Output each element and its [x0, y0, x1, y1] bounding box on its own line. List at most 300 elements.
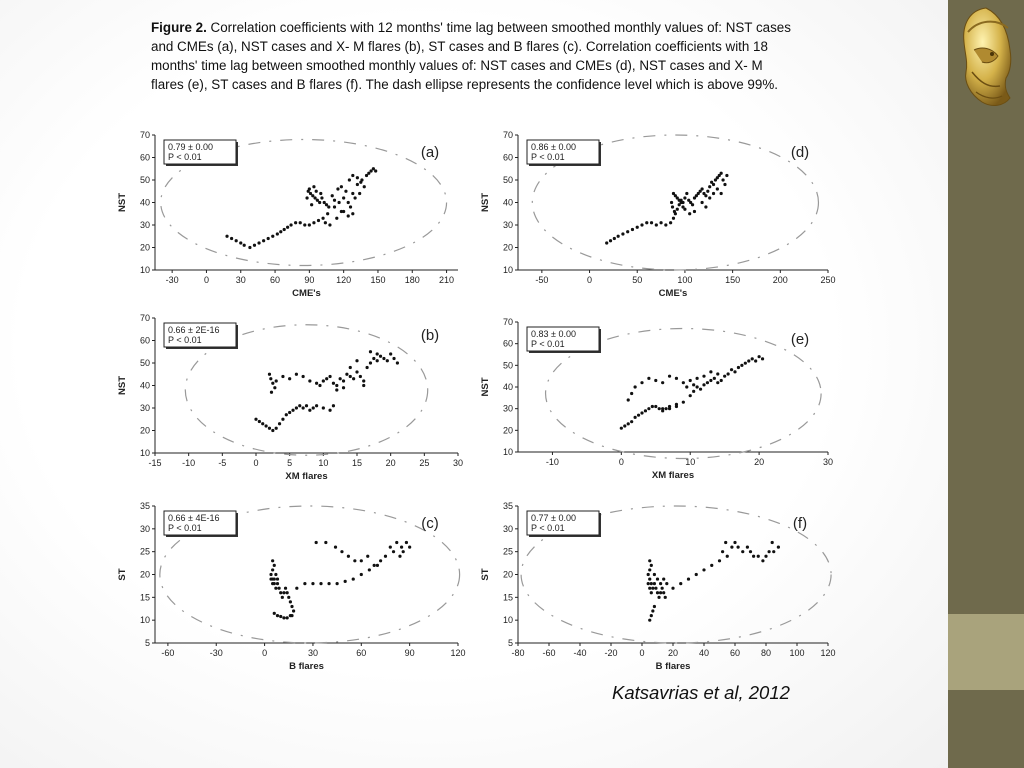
data-point	[692, 383, 695, 386]
data-point	[650, 221, 653, 224]
x-axis-label: B flares	[289, 661, 324, 672]
x-tick-label: 120	[450, 648, 466, 658]
data-point	[349, 375, 352, 378]
data-point	[737, 366, 740, 369]
data-point	[396, 361, 399, 364]
data-point	[360, 559, 363, 562]
data-point	[400, 546, 403, 549]
y-tick-label: 50	[139, 358, 150, 368]
data-point	[284, 587, 287, 590]
data-point	[405, 541, 408, 544]
data-point	[332, 382, 335, 385]
data-point	[647, 377, 650, 380]
x-tick-label: 30	[822, 457, 834, 467]
x-tick-label: 60	[729, 648, 741, 658]
data-point	[650, 591, 653, 594]
data-point	[342, 379, 345, 382]
data-point	[654, 587, 657, 590]
data-point	[702, 375, 705, 378]
data-point	[372, 167, 375, 170]
stats-text: P < 0.01	[531, 523, 565, 533]
data-point	[718, 559, 721, 562]
x-tick-label: 250	[820, 275, 836, 285]
data-point	[273, 386, 276, 389]
data-point	[668, 375, 671, 378]
data-point	[295, 406, 298, 409]
data-point	[308, 379, 311, 382]
data-point	[659, 591, 662, 594]
data-point	[311, 194, 314, 197]
data-point	[268, 427, 271, 430]
data-point	[269, 577, 272, 580]
data-point	[661, 407, 664, 410]
data-point	[772, 550, 775, 553]
data-point	[634, 416, 637, 419]
data-point	[373, 564, 376, 567]
data-point	[656, 577, 659, 580]
data-point	[744, 362, 747, 365]
panel-label: (d)	[790, 144, 810, 161]
data-point	[637, 414, 640, 417]
data-point	[712, 183, 715, 186]
data-point	[376, 359, 379, 362]
data-point	[308, 409, 311, 412]
data-point	[664, 596, 667, 599]
data-point	[355, 370, 358, 373]
data-point	[724, 541, 727, 544]
data-point	[389, 546, 392, 549]
data-point	[648, 559, 651, 562]
y-tick-label: 20	[502, 425, 513, 436]
data-point	[279, 591, 282, 594]
data-point	[362, 384, 365, 387]
data-point	[627, 422, 630, 425]
data-point	[368, 568, 371, 571]
y-axis-label: NST	[117, 376, 128, 395]
data-point	[282, 591, 285, 594]
data-point	[275, 379, 278, 382]
data-point	[647, 573, 650, 576]
x-tick-label: 90	[404, 648, 415, 658]
data-point	[692, 390, 695, 393]
caption-text: Correlation coefficients with 12 months' time lag between smoothed monthly values of: NST cases and CMEs (a), NST cases and X- M flares (b), ST cases and B flares (c). Correlation coefficients with 18 months' time lag between smoothed monthly values of: NST cases and CMEs (d), NST cases and X- M flares (e), ST cases and B flares (f). The dash ellipse represents the confidence level which is above 99%.	[151, 20, 791, 92]
data-point	[700, 201, 703, 204]
x-tick-label: -80	[511, 648, 525, 658]
data-point	[271, 382, 274, 385]
data-point	[365, 174, 368, 177]
data-point	[376, 564, 379, 567]
data-point	[305, 196, 308, 199]
citation-credit: Katsavrias et al, 2012	[612, 682, 790, 703]
data-point	[392, 357, 395, 360]
data-point	[720, 192, 723, 195]
data-point	[386, 359, 389, 362]
data-point	[235, 239, 238, 242]
data-point	[699, 388, 702, 391]
data-point	[335, 384, 338, 387]
data-point	[355, 359, 358, 362]
x-tick-label: 60	[356, 648, 367, 658]
stats-text: 0.66 ± 4E-16	[168, 513, 220, 523]
data-point	[691, 203, 694, 206]
panel-label: (b)	[420, 327, 440, 344]
data-point	[605, 241, 608, 244]
data-point	[281, 375, 284, 378]
data-point	[653, 582, 656, 585]
data-point	[665, 407, 668, 410]
data-point	[740, 364, 743, 367]
data-point	[761, 357, 764, 360]
y-tick-label: 10	[139, 265, 150, 275]
data-point	[626, 230, 629, 233]
data-point	[315, 190, 318, 193]
data-point	[276, 577, 279, 580]
data-point	[671, 205, 674, 208]
panel-label: (a)	[420, 144, 440, 161]
x-axis-label: XM flares	[285, 471, 328, 482]
data-point	[647, 407, 650, 410]
data-point	[710, 564, 713, 567]
helmet-logo-icon	[952, 2, 1020, 114]
panel-label: (c)	[421, 515, 439, 532]
data-point	[645, 221, 648, 224]
data-point	[239, 241, 242, 244]
data-point	[369, 361, 372, 364]
stats-text: 0.77 ± 0.00	[531, 513, 576, 523]
data-point	[270, 391, 273, 394]
data-point	[273, 612, 276, 615]
data-point	[372, 357, 375, 360]
data-point	[675, 377, 678, 380]
data-point	[733, 370, 736, 373]
data-point	[716, 187, 719, 190]
y-tick-label: 40	[139, 380, 150, 391]
y-tick-label: 50	[139, 175, 150, 185]
data-point	[302, 375, 305, 378]
data-point	[340, 550, 343, 553]
data-point	[323, 201, 326, 204]
y-tick-label: 70	[139, 313, 150, 323]
data-point	[668, 407, 671, 410]
data-point	[271, 582, 274, 585]
chart-panel-b	[117, 313, 463, 482]
data-point	[673, 210, 676, 213]
x-tick-label: -20	[604, 648, 618, 658]
data-point	[344, 580, 347, 583]
data-point	[730, 368, 733, 371]
data-point	[630, 392, 633, 395]
data-point	[689, 394, 692, 397]
panel-label: (f)	[792, 515, 808, 532]
stats-text: 0.66 ± 2E-16	[168, 325, 220, 335]
data-point	[286, 226, 289, 229]
data-point	[655, 223, 658, 226]
data-point	[675, 405, 678, 408]
figure-panels	[100, 125, 850, 672]
y-tick-label: 40	[502, 197, 513, 208]
data-point	[653, 573, 656, 576]
data-point	[282, 616, 285, 619]
data-point	[366, 366, 369, 369]
data-point	[687, 577, 690, 580]
data-point	[721, 550, 724, 553]
data-point	[726, 555, 729, 558]
y-tick-label: 5	[144, 638, 150, 648]
data-point	[342, 386, 345, 389]
data-point	[325, 203, 328, 206]
y-tick-label: 20	[139, 242, 150, 253]
data-point	[669, 221, 672, 224]
data-point	[650, 614, 653, 617]
data-point	[664, 223, 667, 226]
stats-text: 0.83 ± 0.00	[531, 329, 576, 339]
data-point	[267, 237, 270, 240]
y-tick-label: 30	[139, 403, 150, 413]
stats-text: P < 0.01	[168, 523, 202, 533]
data-point	[327, 205, 330, 208]
data-point	[290, 605, 293, 608]
data-point	[254, 418, 257, 421]
data-point	[276, 582, 279, 585]
data-point	[627, 398, 630, 401]
data-point	[651, 609, 654, 612]
data-point	[326, 212, 329, 215]
data-point	[288, 377, 291, 380]
data-point	[648, 577, 651, 580]
data-point	[308, 223, 311, 226]
data-point	[640, 381, 643, 384]
data-point	[303, 223, 306, 226]
data-point	[650, 564, 653, 567]
data-point	[702, 568, 705, 571]
x-tick-label: -40	[573, 648, 587, 658]
data-point	[230, 237, 233, 240]
data-point	[752, 555, 755, 558]
x-tick-label: 150	[370, 275, 386, 285]
data-point	[712, 192, 715, 195]
data-point	[257, 241, 260, 244]
data-point	[312, 221, 315, 224]
x-tick-label: 30	[235, 275, 246, 285]
data-point	[324, 221, 327, 224]
data-point	[313, 196, 316, 199]
x-tick-label: 10	[685, 457, 696, 467]
chart-panel-d	[480, 130, 836, 299]
chart-panel-e	[480, 317, 833, 481]
y-tick-label: 30	[139, 523, 150, 534]
data-point	[271, 559, 274, 562]
data-point	[318, 384, 321, 387]
x-tick-label: 0	[639, 648, 645, 658]
x-tick-label: 120	[336, 275, 352, 285]
data-point	[349, 205, 352, 208]
data-point	[683, 208, 686, 211]
data-point	[342, 196, 345, 199]
y-tick-label: 10	[502, 447, 513, 457]
data-point	[337, 201, 340, 204]
x-tick-label: 20	[385, 458, 396, 468]
data-point	[683, 196, 686, 199]
data-point	[751, 357, 754, 360]
x-tick-label: 210	[439, 275, 455, 285]
data-point	[351, 192, 354, 195]
y-tick-label: 10	[502, 615, 513, 626]
x-tick-label: 150	[725, 275, 741, 285]
data-point	[269, 573, 272, 576]
chart-panel-a	[117, 130, 458, 299]
x-tick-label: 0	[203, 275, 209, 285]
data-point	[370, 169, 373, 172]
data-point	[351, 174, 354, 177]
y-tick-label: 50	[502, 175, 513, 185]
data-point	[317, 219, 320, 222]
data-point	[656, 591, 659, 594]
y-tick-label: 25	[502, 546, 513, 557]
data-point	[352, 377, 355, 380]
data-point	[274, 573, 277, 576]
data-point	[363, 185, 366, 188]
x-tick-label: 0	[253, 458, 259, 468]
data-point	[746, 546, 749, 549]
data-point	[685, 192, 688, 195]
y-tick-label: 20	[139, 569, 150, 580]
data-point	[332, 404, 335, 407]
data-point	[278, 587, 281, 590]
y-tick-label: 5	[507, 638, 513, 648]
data-point	[302, 406, 305, 409]
data-point	[654, 405, 657, 408]
data-point	[295, 373, 298, 376]
x-tick-label: 100	[789, 648, 805, 658]
data-point	[336, 187, 339, 190]
data-point	[298, 404, 301, 407]
data-point	[613, 237, 616, 240]
x-tick-label: 0	[618, 457, 624, 467]
data-point	[634, 385, 637, 388]
data-point	[275, 427, 278, 430]
x-tick-label: -60	[161, 648, 175, 658]
data-point	[661, 587, 664, 590]
data-point	[720, 172, 723, 175]
data-point	[248, 246, 251, 249]
data-point	[747, 359, 750, 362]
data-point	[653, 605, 656, 608]
stats-text: P < 0.01	[531, 339, 565, 349]
data-point	[335, 217, 338, 220]
data-point	[709, 370, 712, 373]
data-point	[644, 409, 647, 412]
data-point	[754, 359, 757, 362]
y-tick-label: 70	[139, 130, 150, 140]
data-point	[279, 615, 282, 618]
data-point	[356, 176, 359, 179]
x-tick-label: 10	[318, 458, 329, 468]
data-point	[295, 587, 298, 590]
data-point	[305, 404, 308, 407]
data-point	[640, 223, 643, 226]
y-tick-label: 35	[502, 501, 513, 511]
data-point	[733, 541, 736, 544]
data-point	[621, 232, 624, 235]
data-point	[623, 424, 626, 427]
data-point	[713, 377, 716, 380]
data-point	[291, 409, 294, 412]
data-point	[283, 228, 286, 231]
data-point	[659, 582, 662, 585]
data-point	[362, 379, 365, 382]
data-point	[662, 577, 665, 580]
data-point	[741, 550, 744, 553]
y-tick-label: 70	[502, 317, 513, 327]
data-point	[328, 375, 331, 378]
x-axis-label: XM flares	[651, 470, 695, 481]
data-point	[704, 205, 707, 208]
data-point	[617, 235, 620, 238]
data-point	[716, 372, 719, 375]
data-point	[273, 577, 276, 580]
data-point	[351, 212, 354, 215]
x-tick-label: 100	[677, 275, 693, 285]
data-point	[269, 377, 272, 380]
data-point	[334, 546, 337, 549]
data-point	[286, 591, 289, 594]
data-point	[379, 355, 382, 358]
data-point	[661, 381, 664, 384]
data-point	[311, 582, 314, 585]
x-tick-label: 15	[351, 458, 363, 468]
data-point	[225, 235, 228, 238]
y-axis-label: NST	[117, 193, 128, 212]
x-tick-label: -50	[535, 275, 549, 285]
data-point	[636, 226, 639, 229]
y-axis-label: NST	[480, 193, 491, 212]
x-tick-label: 120	[820, 648, 836, 658]
data-point	[289, 600, 292, 603]
x-tick-label: 25	[419, 458, 430, 468]
data-point	[276, 232, 279, 235]
caption-label: Figure 2.	[151, 20, 207, 35]
data-point	[347, 555, 350, 558]
data-point	[316, 199, 319, 202]
data-point	[333, 205, 336, 208]
chart-panel-f	[480, 501, 836, 672]
x-tick-label: 80	[760, 648, 772, 658]
y-tick-label: 30	[139, 220, 150, 230]
data-point	[379, 559, 382, 562]
data-point	[360, 573, 363, 576]
data-point	[335, 388, 338, 391]
data-point	[253, 244, 256, 247]
data-point	[395, 541, 398, 544]
data-point	[764, 555, 767, 558]
data-point	[353, 196, 356, 199]
data-point	[322, 379, 325, 382]
stats-text: 0.79 ± 0.00	[168, 142, 213, 152]
data-point	[310, 203, 313, 206]
data-point	[285, 413, 288, 416]
data-point	[721, 178, 724, 181]
data-point	[289, 614, 292, 617]
data-point	[702, 383, 705, 386]
data-point	[382, 357, 385, 360]
data-point	[716, 381, 719, 384]
x-tick-label: 0	[587, 275, 593, 285]
x-tick-label: 90	[304, 275, 315, 285]
data-point	[647, 582, 650, 585]
y-tick-label: 25	[139, 546, 150, 557]
data-point	[630, 420, 633, 423]
data-point	[312, 185, 315, 188]
